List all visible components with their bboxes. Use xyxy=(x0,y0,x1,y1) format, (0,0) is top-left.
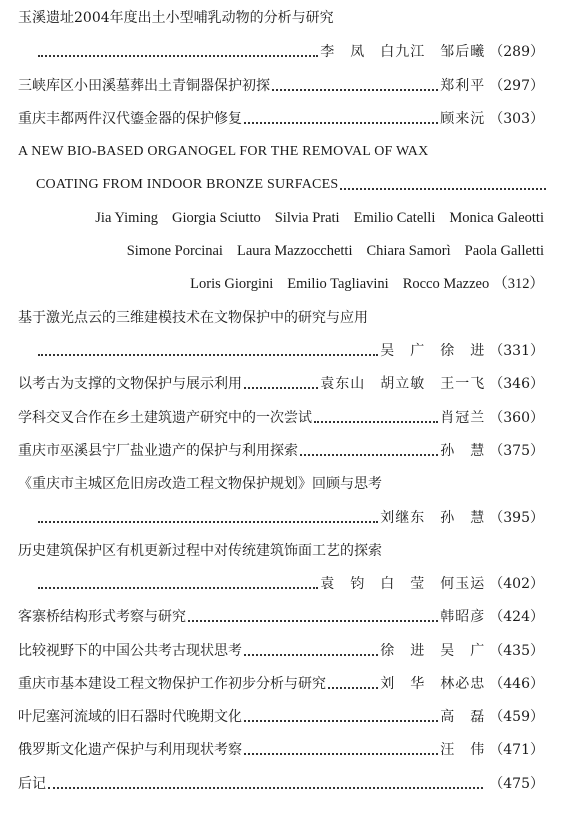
entry-authors: 孙 慧 xyxy=(440,443,486,459)
toc-entry xyxy=(18,4,544,28)
toc-entry xyxy=(18,603,544,627)
entry-title: 玉溪遗址2004年度出土小型哺乳动物的分析与研究 xyxy=(18,10,334,26)
leader-dots xyxy=(244,121,438,124)
toc-entry xyxy=(18,703,544,727)
entry-authors: 高 磊 xyxy=(440,709,486,725)
author-name: Loris Giorgini xyxy=(190,276,274,292)
entry-title: A NEW BIO-BASED ORGANOGEL FOR THE REMOVAL OF WAX xyxy=(18,144,429,159)
entry-title: 基于激光点云的三维建模技术在文物保护中的研究与应用 xyxy=(18,310,368,326)
entry-authors: 徐 进 吴 广 xyxy=(380,643,486,659)
leader-dots xyxy=(38,586,318,589)
entry-page: （424） xyxy=(489,609,544,625)
entry-page: （435） xyxy=(489,643,544,659)
entry-authors xyxy=(113,237,544,261)
toc-entry xyxy=(18,72,544,96)
toc-entry xyxy=(18,404,544,428)
entry-authors: 袁东山 胡立敏 王一飞 xyxy=(320,376,486,392)
entry-page: （312） xyxy=(493,276,544,292)
entry-title: 历史建筑保护区有机更新过程中对传统建筑饰面工艺的探索 xyxy=(18,543,382,559)
leader-dots xyxy=(300,453,438,456)
entry-page: （375） xyxy=(489,443,544,459)
entry-page: （303） xyxy=(489,111,544,127)
entry-page: （289） xyxy=(489,44,544,60)
entry-authors: 刘继东 孙 慧 xyxy=(380,510,486,526)
author-name: Paola Galletti xyxy=(464,243,544,259)
author-name: Simone Porcinai xyxy=(126,243,223,259)
author-name: Emilio Tagliavini xyxy=(287,276,389,292)
entry-page: （395） xyxy=(489,510,544,526)
entry-authors xyxy=(81,204,544,228)
toc-entry xyxy=(18,470,544,494)
author-name: Rocco Mazzeo xyxy=(402,276,490,292)
leader-dots xyxy=(38,353,378,356)
entry-authors xyxy=(176,270,544,294)
toc-entry-continuation xyxy=(36,504,544,528)
entry-page: （471） xyxy=(489,742,544,758)
entry-title: 叶尼塞河流域的旧石器时代晚期文化 xyxy=(18,709,242,725)
entry-authors: 肖冠兰 xyxy=(440,410,486,426)
entry-page: （331） xyxy=(489,343,544,359)
author-name: Silvia Prati xyxy=(274,210,340,226)
toc-entry-continuation xyxy=(36,570,544,594)
leader-dots xyxy=(244,752,438,755)
entry-title: 重庆市巫溪县宁厂盐业遗产的保护与利用探索 xyxy=(18,443,298,459)
toc-entry xyxy=(18,370,544,394)
author-name: Emilio Catelli xyxy=(353,210,436,226)
leader-dots xyxy=(38,520,378,523)
toc-entry-continuation xyxy=(36,38,544,62)
entry-authors: 汪 伟 xyxy=(440,742,486,758)
entry-page: （402） xyxy=(489,576,544,592)
author-name: Chiara Samorì xyxy=(366,243,451,259)
leader-dots xyxy=(314,420,438,423)
leader-dots xyxy=(188,619,438,622)
leader-dots xyxy=(328,686,378,689)
entry-title: 重庆丰都两件汉代鎏金器的保护修复 xyxy=(18,111,242,127)
entry-title: 《重庆市主城区危旧房改造工程文物保护规划》回顾与思考 xyxy=(18,476,382,492)
toc-entry-continuation xyxy=(36,337,544,361)
entry-page: （297） xyxy=(489,78,544,94)
entry-page: （475） xyxy=(489,776,544,792)
toc-entry xyxy=(18,637,544,661)
author-name: Giorgia Sciutto xyxy=(171,210,261,226)
entry-authors: 吴 广 徐 进 xyxy=(380,343,486,359)
entry-title: 后记 xyxy=(18,776,46,792)
entry-authors: 郑利平 xyxy=(440,78,486,94)
entry-authors: 刘 华 林必忠 xyxy=(380,676,486,692)
entry-title-continued: COATING FROM INDOOR BRONZE SURFACES xyxy=(36,177,339,192)
toc-entry xyxy=(18,138,544,162)
entry-title: 以考古为支撑的文物保护与展示利用 xyxy=(18,376,242,392)
entry-page: （446） xyxy=(489,676,544,692)
entry-title: 学科交叉合作在乡土建筑遗产研究中的一次尝试 xyxy=(18,410,312,426)
leader-dots xyxy=(48,786,483,789)
entry-title: 重庆市基本建设工程文物保护工作初步分析与研究 xyxy=(18,676,326,692)
entry-title: 比较视野下的中国公共考古现状思考 xyxy=(18,643,242,659)
toc-entry xyxy=(18,304,544,328)
toc-entry xyxy=(18,736,544,760)
author-name: Monica Galeotti xyxy=(449,210,544,226)
toc-entry xyxy=(18,770,544,794)
toc-entry xyxy=(18,437,544,461)
leader-dots xyxy=(244,386,318,389)
toc-entry xyxy=(18,105,544,129)
entry-page: （459） xyxy=(489,709,544,725)
entry-authors: 袁 钧 白 莹 何玉运 xyxy=(320,576,486,592)
entry-authors: 顾来沅 xyxy=(440,111,486,127)
toc-entry-continuation xyxy=(36,171,548,195)
leader-dots xyxy=(38,54,318,57)
entry-authors: 李 凤 白九江 邹后曦 xyxy=(320,44,486,60)
author-name: Jia Yiming xyxy=(95,210,158,226)
entry-title: 三峡库区小田溪墓葬出土青铜器保护初探 xyxy=(18,78,270,94)
leader-dots xyxy=(244,653,378,656)
leader-dots xyxy=(340,187,546,190)
author-name: Laura Mazzocchetti xyxy=(236,243,353,259)
entry-authors: 韩昭彦 xyxy=(440,609,486,625)
toc-entry xyxy=(18,537,544,561)
entry-page: （360） xyxy=(489,410,544,426)
leader-dots xyxy=(272,88,438,91)
toc-entry xyxy=(18,670,544,694)
entry-page: （346） xyxy=(489,376,544,392)
entry-title: 客寨桥结构形式考察与研究 xyxy=(18,609,186,625)
leader-dots xyxy=(244,719,438,722)
entry-title: 俄罗斯文化遗产保护与利用现状考察 xyxy=(18,742,242,758)
